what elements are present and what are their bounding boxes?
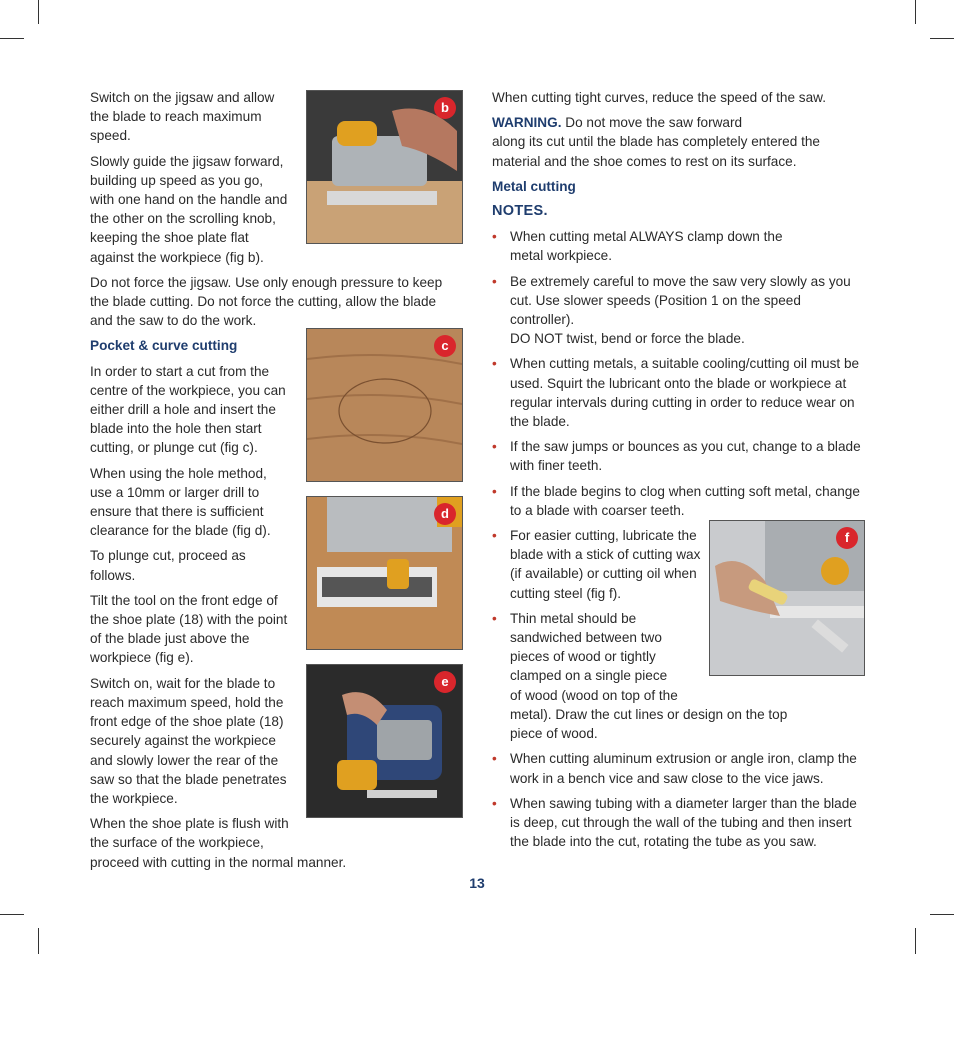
warning-label: WARNING. xyxy=(492,115,562,131)
warning-paragraph xyxy=(492,113,864,171)
right-column xyxy=(492,88,864,857)
warning-text: Do not move the saw forward xyxy=(561,115,743,131)
list-item-text: • Be extremely careful to move the saw very slowly as you cut. Use slower speeds (Position 1 on the speed controller). xyxy=(510,273,851,328)
section-heading: Metal cutting xyxy=(492,178,576,194)
paragraph: Slowly guide the jigsaw forward, building up speed as you go, with one hand on the handle and the other on the scrolling knob, keeping the shoe plate flat against the workpiece (fig b). xyxy=(90,153,288,265)
list-item xyxy=(492,749,864,787)
paragraph-part: When the shoe plate is flush with the surface of the workpiece, xyxy=(90,816,289,851)
list-item xyxy=(492,437,864,475)
paragraph: In order to start a cut from the centre of the workpiece, you can either drill a hole and insert the blade into the hole then start cutting, or plunge cut (fig c). xyxy=(90,363,286,456)
page-number: 13 xyxy=(469,875,485,891)
list-item-text: • When cutting metal ALWAYS clamp down the metal workpiece. xyxy=(510,229,783,264)
warning-text-cont: along its cut until the blade has completely entered the material and the shoe comes to rest on its surface. xyxy=(492,134,820,169)
figure-label: d xyxy=(434,503,456,525)
list-item xyxy=(492,227,864,265)
list-item-text: DO NOT twist, bend or force the blade. xyxy=(510,331,745,347)
figure-d xyxy=(306,496,463,650)
crop-mark xyxy=(38,928,39,954)
figure-c xyxy=(306,328,463,482)
crop-mark xyxy=(930,38,954,39)
figure-label: e xyxy=(434,671,456,693)
list-item xyxy=(492,482,864,520)
paragraph: Switch on, wait for the blade to reach maximum speed, hold the front edge of the shoe plate (18) securely against the workpiece and slowly lower the rear of the saw so that the blade penetrates the workpiece. xyxy=(90,675,287,806)
crop-mark xyxy=(0,38,24,39)
notes-heading: NOTES. xyxy=(492,203,548,220)
list-item-text: When cutting aluminum extrusion or angle iron, clamp the work in a bench vice and saw close to the vice jaws. xyxy=(510,751,857,786)
crop-mark xyxy=(915,928,916,954)
list-item-text: metal). Draw the cut lines or design on the top piece of wood. xyxy=(510,706,788,742)
crop-mark xyxy=(38,0,39,24)
paragraph: Switch on the jigsaw and allow the blade to reach maximum speed. xyxy=(90,90,275,144)
crop-mark xyxy=(915,0,916,24)
crop-mark xyxy=(930,914,954,915)
figure-label: c xyxy=(434,335,456,357)
list-item-text: When sawing tubing with a diameter larger than the blade is deep, cut through the wall of the tubing and then insert the blade into the cut, rotating the tube as you saw. xyxy=(510,795,857,850)
paragraph: Tilt the tool on the front edge of the shoe plate (18) with the point of the blade just above the workpiece (fig e). xyxy=(90,592,288,666)
paragraph: When cutting tight curves, reduce the speed of the saw. xyxy=(492,90,826,105)
figure-e xyxy=(306,664,463,818)
figure-label: b xyxy=(434,97,456,119)
paragraph: Do not force the jigsaw. Use only enough pressure to keep the blade cutting. Do not force the cutting, allow the blade and the saw to do the work. xyxy=(90,274,443,329)
paragraph: When using the hole method, use a 10mm or larger drill to ensure that there is sufficient clearance for the blade (fig d). xyxy=(90,465,271,539)
paragraph-part: proceed with cutting in the normal manner. xyxy=(90,854,347,870)
paragraph xyxy=(90,814,458,872)
crop-mark xyxy=(0,914,24,915)
list-item xyxy=(492,794,864,852)
list-item-text: • Thin metal should be sandwiched between two pieces of wood or tightly clamped on a single piece of wood (wood on top of the xyxy=(510,610,678,703)
figure-f xyxy=(709,520,865,676)
list-item xyxy=(492,354,864,431)
section-heading: Pocket & curve cutting xyxy=(90,338,238,354)
list-item-text: • For easier cutting, lubricate the blade with a stick of cutting wax (if available) or cutting oil when cutting steel (fig f). xyxy=(510,528,701,601)
list-item-text: If the blade begins to clog when cutting soft metal, change to a blade with coarser teeth. xyxy=(510,483,860,518)
paragraph: To plunge cut, proceed as follows. xyxy=(90,548,246,583)
list-item-text: When cutting metals, a suitable cooling/cutting oil must be used. Squirt the lubricant onto the blade or workpiece at regular intervals during cutting in order to reduce wear on the blade. xyxy=(510,356,860,430)
list-item xyxy=(492,272,864,349)
figure-label: f xyxy=(836,527,858,549)
figure-b xyxy=(306,90,463,244)
list-item-text: If the saw jumps or bounces as you cut, change to a blade with finer teeth. xyxy=(510,439,861,474)
